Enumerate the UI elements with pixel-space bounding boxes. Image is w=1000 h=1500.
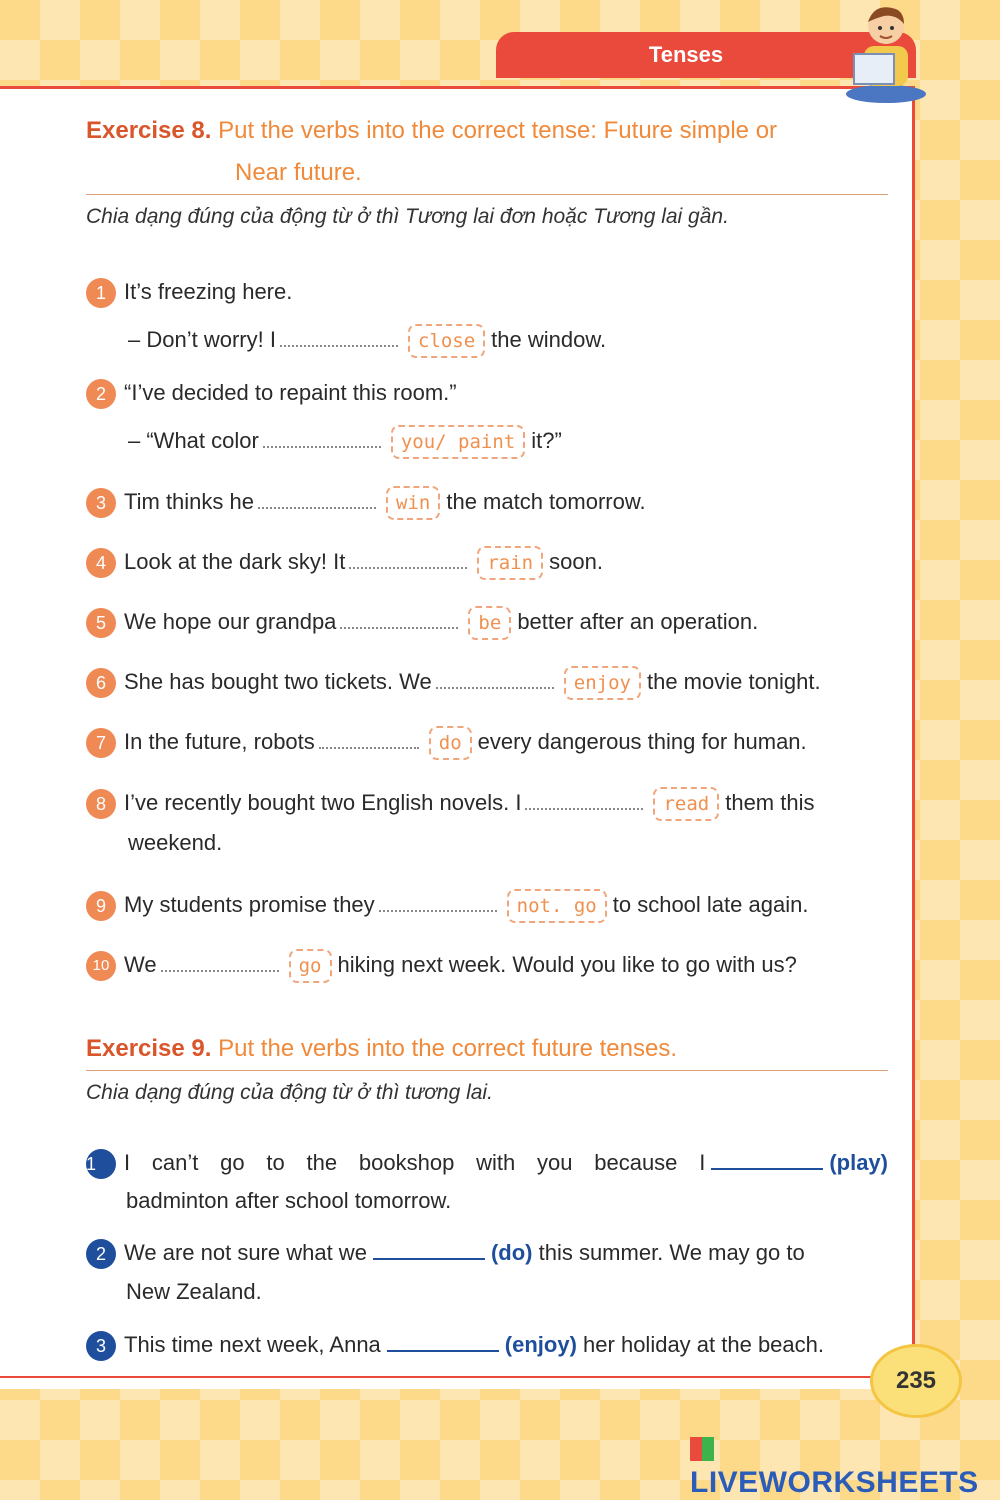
verb-hint: win	[386, 486, 440, 520]
ex8-item-1-answer: – Don’t worry! I close the window.	[86, 320, 888, 360]
verb-hint: not. go	[507, 889, 607, 923]
ex8-item-5: 5 We hope our grandpa be better after an operation.	[86, 602, 888, 642]
verb-hint: (do)	[490, 1240, 533, 1265]
verb-hint: close	[408, 324, 485, 358]
logo-icon	[690, 1437, 714, 1461]
answer-blank[interactable]	[349, 549, 467, 569]
item-number: 1	[86, 1149, 116, 1179]
brand-logo: LIVEWORKSHEETS	[690, 1432, 1000, 1500]
answer-line[interactable]	[373, 1240, 485, 1260]
item-number: 7	[86, 728, 116, 758]
ex9-item-1-cont: badminton after school tomorrow.	[126, 1188, 452, 1213]
ex8-item-1: 1 It’s freezing here.	[86, 272, 888, 312]
footer-divider	[0, 1376, 880, 1378]
ex8-item-8-cont: weekend.	[128, 830, 223, 855]
ex8-item-6: 6 She has bought two tickets. We enjoy the movie tonight.	[86, 662, 888, 702]
verb-hint: read	[653, 787, 719, 821]
item-number: 8	[86, 789, 116, 819]
answer-blank[interactable]	[340, 609, 458, 629]
exercise-8-title-line2: Near future.	[235, 159, 362, 186]
ex8-item-10: 10 We go hiking next week. Would you like to go with us?	[86, 945, 888, 985]
exercise-8-subtitle: Chia dạng đúng của động từ ở thì Tương lai đơn hoặc Tương lai gần.	[86, 205, 729, 228]
answer-line[interactable]	[711, 1150, 823, 1170]
item-number: 9	[86, 891, 116, 921]
item-number: 3	[86, 488, 116, 518]
ex9-item-2-cont: New Zealand.	[126, 1279, 262, 1304]
item-number: 4	[86, 548, 116, 578]
ex8-item-8: 8 I’ve recently bought two English novels. I read them this	[86, 783, 888, 823]
item-number: 3	[86, 1331, 116, 1361]
exercise-9-subtitle: Chia dạng đúng của động từ ở thì tương lai.	[86, 1081, 493, 1104]
verb-hint: you/ paint	[391, 425, 525, 459]
answer-blank[interactable]	[161, 952, 279, 972]
item-number: 5	[86, 608, 116, 638]
verb-hint: be	[468, 606, 511, 640]
divider	[86, 1070, 888, 1071]
item-number: 2	[86, 379, 116, 409]
exercise-8-title: Exercise 8. Put the verbs into the correct tense: Future simple or	[86, 117, 778, 144]
ex8-item-7: 7 In the future, robots do every dangerous thing for human.	[86, 722, 888, 762]
answer-blank[interactable]	[379, 892, 497, 912]
answer-blank[interactable]	[263, 428, 381, 448]
ex8-item-2-answer: – “What color you/ paint it?”	[86, 421, 888, 461]
divider	[86, 194, 888, 195]
verb-hint: (play)	[829, 1150, 888, 1175]
ex8-item-3: 3 Tim thinks he win the match tomorrow.	[86, 482, 888, 522]
answer-blank[interactable]	[258, 489, 376, 509]
verb-hint: rain	[477, 546, 543, 580]
ex8-item-9: 9 My students promise they not. go to school late again.	[86, 885, 888, 925]
section-tab: Tenses	[496, 32, 916, 78]
ex9-item-2: 2 We are not sure what we (do) this summer. We may go to	[86, 1233, 888, 1273]
answer-blank[interactable]	[525, 790, 643, 810]
page-number: 235	[870, 1344, 962, 1418]
answer-blank[interactable]	[319, 729, 419, 749]
item-number: 6	[86, 668, 116, 698]
answer-blank[interactable]	[436, 669, 554, 689]
verb-hint: go	[289, 949, 332, 983]
answer-line[interactable]	[387, 1332, 499, 1352]
item-number: 1	[86, 278, 116, 308]
verb-hint: enjoy	[564, 666, 641, 700]
ex8-item-4: 4 Look at the dark sky! It rain soon.	[86, 542, 888, 582]
item-number: 10	[86, 951, 116, 981]
verb-hint: (enjoy)	[504, 1332, 577, 1357]
verb-hint: do	[429, 726, 472, 760]
ex9-item-1: 1 I can’t go to the bookshop with you because I (play)	[86, 1143, 888, 1183]
boy-reading-illustration	[840, 0, 932, 104]
answer-blank[interactable]	[280, 327, 398, 347]
ex9-item-3: 3 This time next week, Anna (enjoy) her holiday at the beach.	[86, 1325, 888, 1365]
exercise-9-title: Exercise 9. Put the verbs into the correct future tenses.	[86, 1035, 678, 1062]
item-number: 2	[86, 1239, 116, 1269]
ex8-item-2: 2 “I’ve decided to repaint this room.”	[86, 373, 888, 413]
